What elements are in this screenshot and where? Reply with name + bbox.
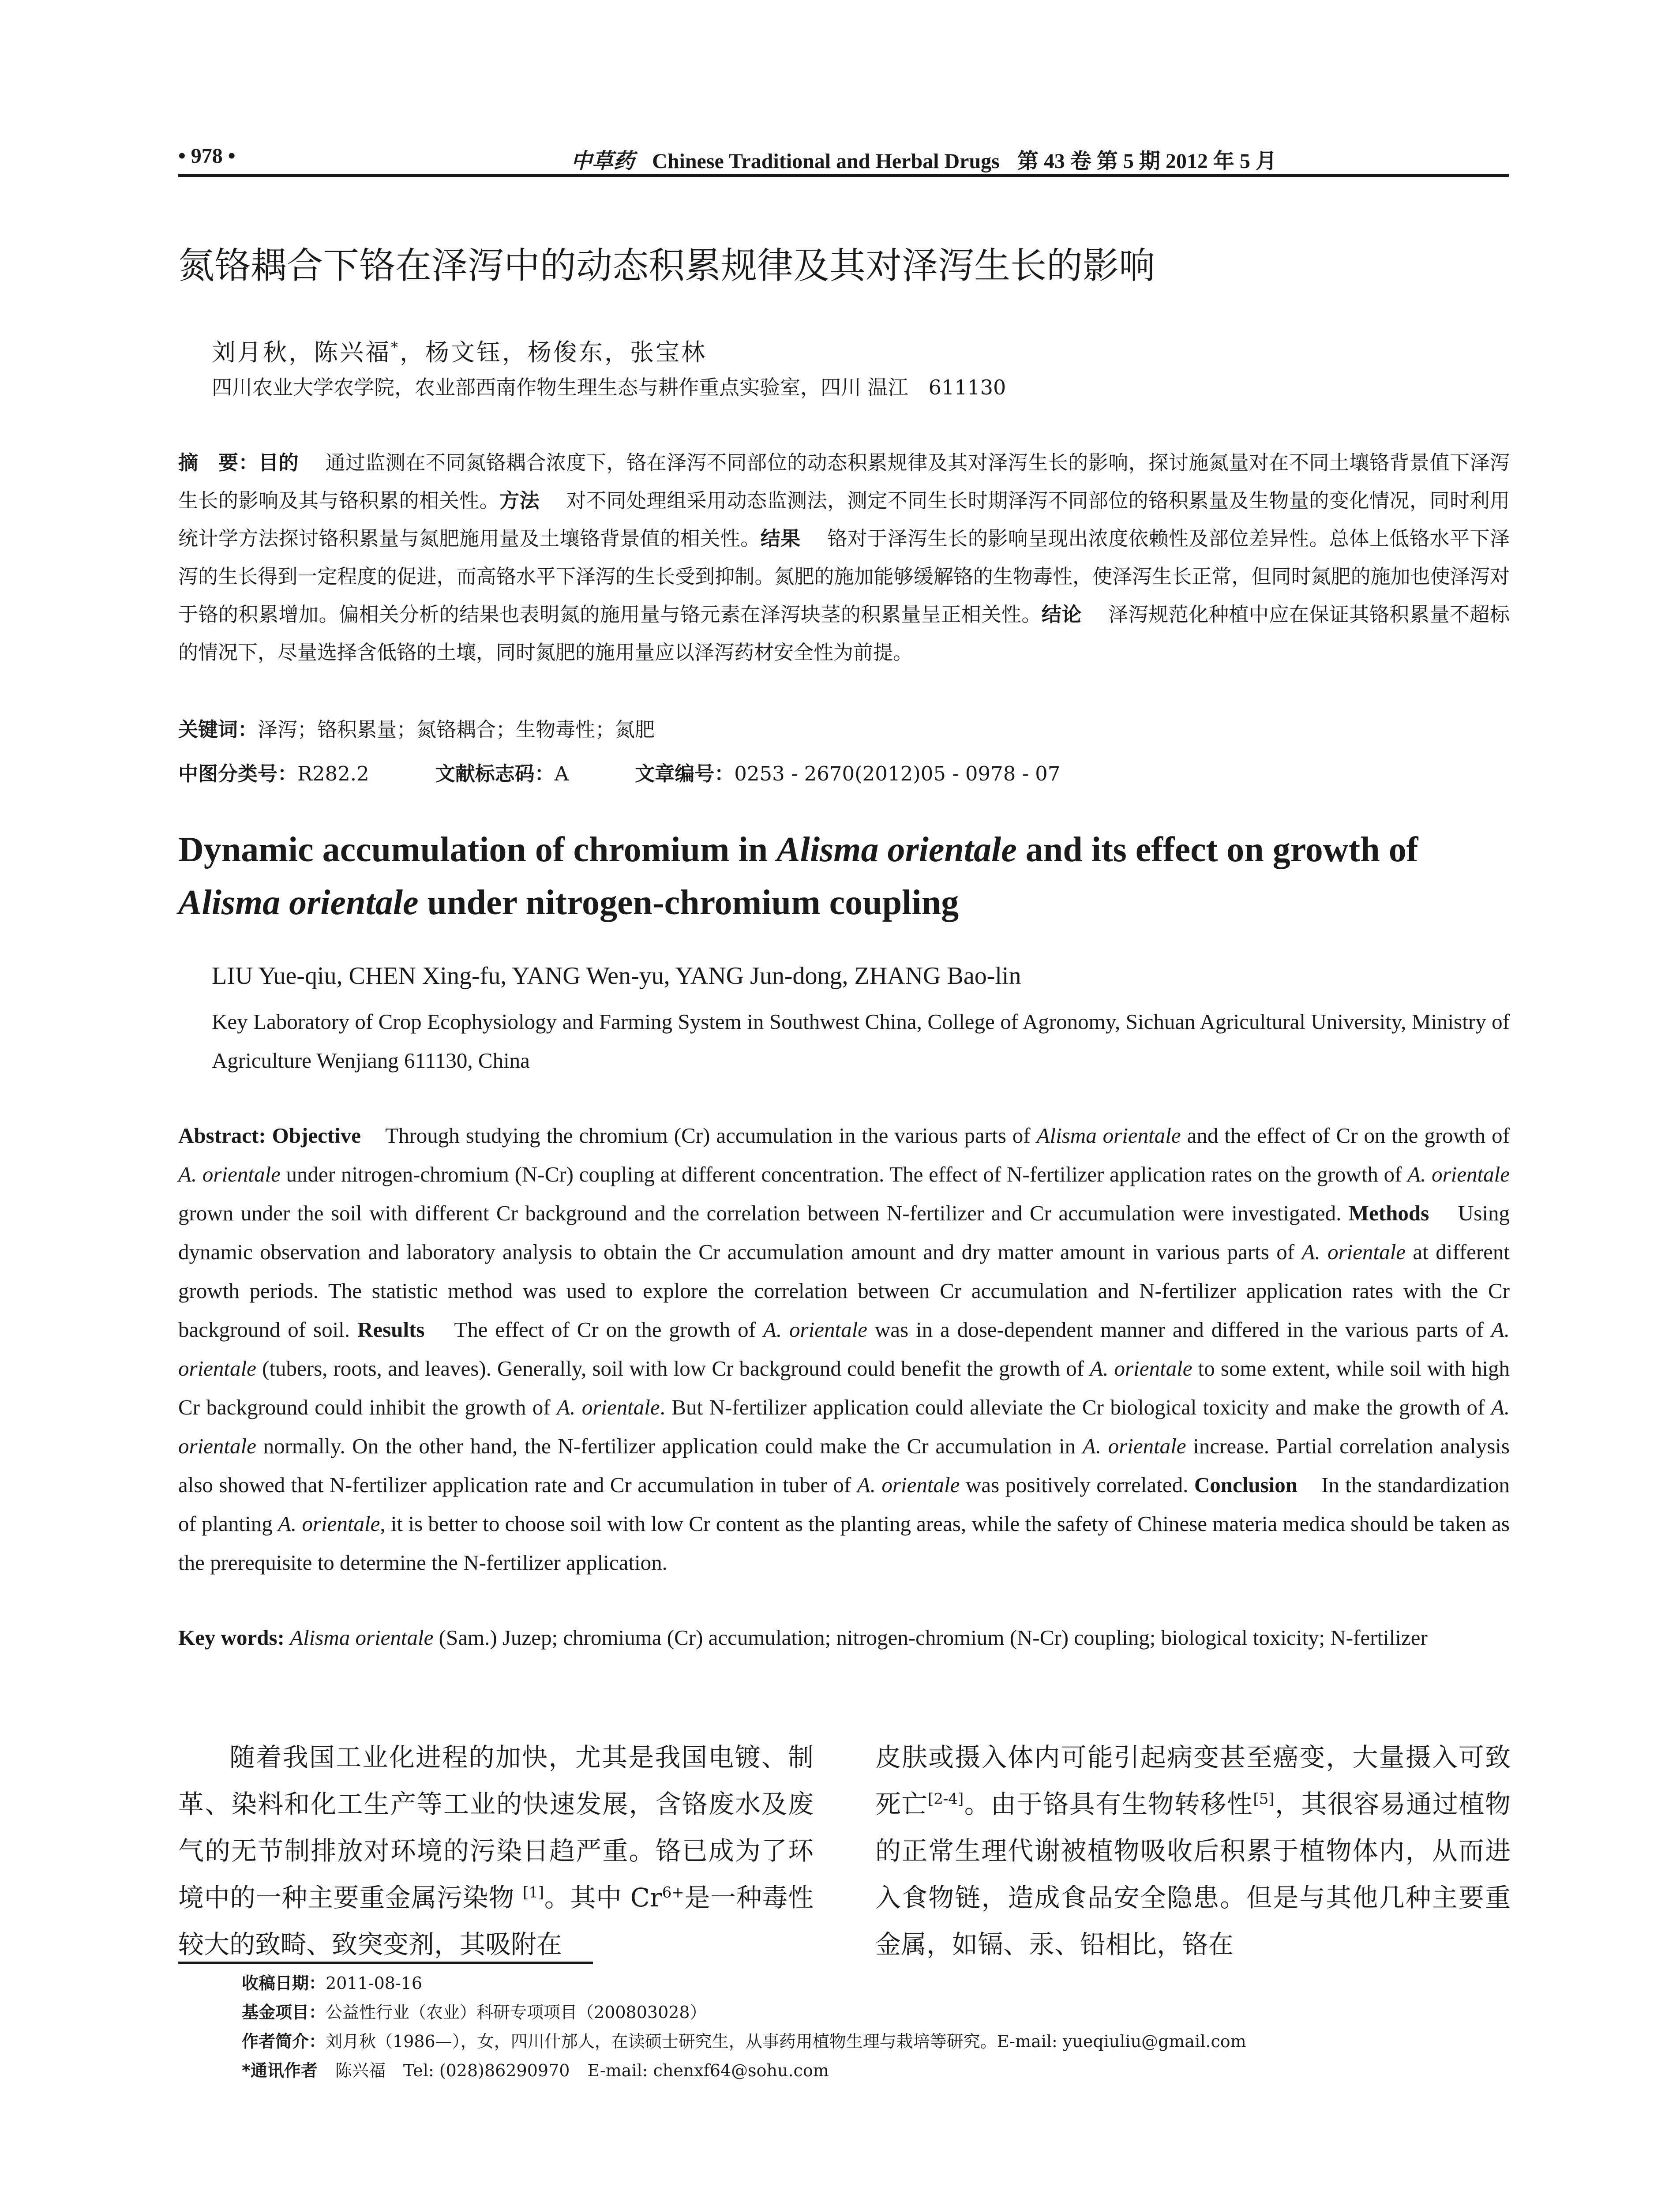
cn-methods-label: 方法 (499, 489, 540, 512)
chinese-keywords (178, 712, 1510, 747)
en-abstract-text: at different growth periods. The statistic method was used to explore the correlation between Cr accumulation and N-fertilizer application rates with the Cr background of soil. (178, 1240, 1510, 1342)
cn-keywords-text: 泽泻；铬积累量；氮铬耦合；生物毒性；氮肥 (258, 718, 655, 741)
body-text: 是一种毒性较大的致畸、致突变剂，其吸附在 (178, 1883, 814, 1959)
journal-name-en: Chinese Traditional and Herbal Drugs (652, 150, 1000, 173)
body-text: 。由于铬具有生物转移性 (964, 1789, 1253, 1819)
classification-line (178, 756, 1060, 792)
en-species: A. orientale (1082, 1434, 1186, 1458)
en-abstract-text: The effect of Cr on the growth of (454, 1317, 763, 1342)
en-abstract-text: and the effect of Cr on the growth of (1181, 1123, 1510, 1148)
en-abstract-text: . But N-fertilizer application could alleviate the Cr biological toxicity and make the growth of (660, 1395, 1491, 1419)
en-keywords-text: (Sam.) Juzep; chromiuma (Cr) accumulation; nitrogen-chromium (N-Cr) coupling; biological toxicity; N-fertilizer (433, 1625, 1428, 1650)
corresponding-mark: * (391, 339, 400, 356)
chinese-abstract (178, 444, 1510, 672)
english-affiliation: Key Laboratory of Crop Ecophysiology and Farming System in Southwest China, College of Agronomy, Sichuan Agricultural University, Ministry of Agriculture Wenjiang 611130, China (212, 1009, 1510, 1073)
article-number-label: 文章编号： (635, 762, 735, 785)
cn-results-text: 铬对于泽泻生长的影响呈现出浓度依赖性及部位差异性。总体上低铬水平下泽泻的生长得到一定程度的促进，而高铬水平下泽泻的生长受到抑制。氮肥的施加能够缓解铬的生物毒性，使泽泻生长正常，但同时氮肥的施加也使泽泻对于铬的积累增加。偏相关分析的结果也表明氮的施用量与铬元素在泽泻块茎的积累量呈正相关性。 (178, 527, 1510, 626)
cn-results-label: 结果 (760, 527, 801, 550)
en-methods-label: Methods (1348, 1201, 1429, 1225)
cn-methods-text: 对不同处理组采用动态监测法，测定不同生长时期泽泻不同部位的铬积累量及生物量的变化情况，同时利用统计学方法探讨铬积累量与氮肥施用量及土壤铬背景值的相关性。 (178, 489, 1510, 550)
body-text: ，其很容易通过植物的正常生理代谢被植物吸收后积累于植物体内，从而进入食物链，造成食品安全隐患。但是与其他几种主要重金属，如镉、汞、铅相比，铬在 (875, 1789, 1511, 1959)
en-title-part: and its effect on growth of (1016, 830, 1418, 869)
en-conclusion-label: Conclusion (1194, 1473, 1298, 1497)
body-text: 皮肤或摄入体内可能引起病变甚至癌变，大量摄入可致死亡 (875, 1742, 1511, 1819)
page-number: • 978 • (178, 144, 236, 168)
fn-label: 作者简介： (242, 2032, 326, 2051)
chinese-authors-rest: ，杨文钰，杨俊东，张宝林 (400, 338, 707, 366)
en-abstract-text: increase. Partial correlation analysis also showed that N-fertilizer application rate and Cr accumulation in tuber of (178, 1434, 1510, 1497)
en-abstract-text: was in a dose-dependent manner and differed in the various parts of (867, 1317, 1491, 1342)
english-abstract (178, 1116, 1510, 1582)
superscript-charge: 6+ (662, 1883, 684, 1902)
en-abstract-text: grown under the soil with different Cr background and the correlation between N-fertilizer and Cr accumulation were investigated. (178, 1201, 1349, 1225)
en-title-species: Alisma orientale (178, 883, 419, 922)
fn-text: 刘月秋（1986—），女，四川什邡人，在读硕士研究生，从事药用植物生理与栽培等研究。E-mail: yueqiuliu@gmail.com (326, 2032, 1246, 2051)
en-abstract-text: normally. On the other hand, the N-fertilizer application could make the Cr accumulation in (256, 1434, 1083, 1458)
citation-ref: [1] (523, 1883, 544, 1902)
doc-code-value: A (554, 762, 569, 785)
fn-email: E-mail: chenxf64@sohu.com (587, 2061, 829, 2080)
en-species: A. orientale (178, 1162, 281, 1186)
en-species: A. orientale (278, 1512, 380, 1536)
en-species: A. orientale (763, 1317, 867, 1342)
body-text: 随着我国工业化进程的加快，尤其是我国电镀、制革、染料和化工生产等工业的快速发展，含铬废水及废气的无节制排放对环境的污染日趋严重。铬已成为了环境中的一种主要重金属污染物 (178, 1742, 814, 1913)
en-abstract-text: In the standardization of planting (178, 1473, 1510, 1536)
en-keywords-species: Alisma orientale (290, 1625, 434, 1650)
cn-conclusion-label: 结论 (1041, 603, 1082, 626)
en-keywords-label: Key words: (178, 1625, 285, 1650)
fn-text: 2011-08-16 (326, 1973, 423, 1993)
journal-issue: 第 43 卷 第 5 期 2012 年 5 月 (1017, 150, 1277, 173)
en-abstract-text: to some extent, while soil with high Cr background could inhibit the growth of (178, 1356, 1510, 1419)
en-abstract-text: was positively correlated. (960, 1473, 1194, 1497)
en-species: A. orientale (178, 1395, 1510, 1458)
chinese-authors (212, 332, 707, 368)
chinese-title: 氮铬耦合下铬在泽泻中的动态积累规律及其对泽泻生长的影响 (178, 245, 1155, 287)
article-number-value: 0253 - 2670(2012)05 - 0978 - 07 (734, 762, 1061, 785)
fn-text: 公益性行业（农业）科研专项项目（200803028） (326, 2003, 707, 2022)
cn-objective-label: 目的 (259, 451, 299, 474)
fn-label: 基金项目： (242, 2003, 326, 2022)
fn-text: 陈兴福 (335, 2061, 386, 2080)
cn-abstract-label: 摘 要： (178, 451, 259, 474)
cn-conclusion-text: 泽泻规范化种植中应在保证其铬积累量不超标的情况下，尽量选择含低铬的土壤，同时氮肥的施用量应以泽泻药材安全性为前提。 (178, 603, 1510, 664)
running-header (178, 140, 1509, 177)
en-species: A. orientale (1090, 1356, 1192, 1381)
class-label: 中图分类号： (178, 762, 298, 785)
en-title-part: Dynamic accumulation of chromium in (178, 830, 777, 869)
footnote-bio (242, 2027, 1521, 2056)
en-title-species: Alisma orientale (776, 830, 1017, 869)
en-species: A. orientale (1407, 1162, 1510, 1186)
doc-code-label: 文献标志码： (435, 762, 555, 785)
fn-label: 收稿日期： (242, 1973, 326, 1993)
cn-keywords-label: 关键词： (178, 718, 258, 741)
en-species: Alisma orientale (1036, 1123, 1181, 1148)
en-results-label: Results (357, 1317, 425, 1342)
footnote-corresponding (242, 2056, 1521, 2085)
citation-ref: [5] (1253, 1790, 1275, 1808)
footnote-received (242, 1969, 1521, 1998)
en-abstract-text: (tubers, roots, and leaves). Generally, soil with low Cr background could benefit the growth of (256, 1356, 1090, 1381)
fn-label: *通讯作者 (242, 2061, 318, 2080)
en-species: A. orientale (178, 1317, 1510, 1381)
citation-ref: [2-4] (928, 1790, 964, 1808)
en-species: A. orientale (557, 1395, 660, 1419)
journal-banner (416, 144, 1431, 174)
en-title-part: under nitrogen-chromium coupling (418, 883, 959, 922)
class-value: R282.2 (297, 762, 369, 785)
en-abstract-text: under nitrogen-chromium (N-Cr) coupling at different concentration. The effect of N-fertilizer application rates on the growth of (280, 1162, 1408, 1186)
chinese-authors-first: 刘月秋，陈兴福 (212, 338, 391, 366)
en-species: A. orientale (1301, 1240, 1406, 1264)
body-column-right (875, 1734, 1511, 1968)
footnote-divider (178, 1962, 593, 1964)
english-title (178, 823, 1515, 929)
body-column-left (178, 1734, 814, 1968)
body-text: 。其中 Cr (544, 1883, 662, 1913)
en-abstract-label: Abstract: Objective (178, 1123, 361, 1148)
chinese-affiliation: 四川农业大学农学院，农业部西南作物生理生态与耕作重点实验室，四川 温江 611130 (212, 375, 1006, 399)
footnote-fund (242, 1998, 1521, 2027)
fn-text: Tel: (028)86290970 (403, 2061, 570, 2080)
english-keywords (178, 1618, 1510, 1657)
en-abstract-text: Through studying the chromium (Cr) accumulation in the various parts of (385, 1123, 1037, 1148)
en-abstract-text: , it is better to choose soil with low Cr content as the planting areas, while the safety of Chinese materia medica should be taken as the prerequisite to determine the N-fertilizer application. (178, 1512, 1510, 1575)
english-authors: LIU Yue-qiu, CHEN Xing-fu, YANG Wen-yu, YANG Jun-dong, ZHANG Bao-lin (212, 962, 1021, 990)
footnotes (242, 1969, 1521, 2085)
cn-objective-text: 通过监测在不同氮铬耦合浓度下，铬在泽泻不同部位的动态积累规律及其对泽泻生长的影响，探讨施氮量对在不同土壤铬背景值下泽泻生长的影响及其与铬积累的相关性。 (178, 451, 1510, 512)
en-species: A. orientale (857, 1473, 960, 1497)
journal-logo-cn: 中草药 (571, 150, 635, 173)
en-abstract-text: Using dynamic observation and laboratory analysis to obtain the Cr accumulation amount and dry matter amount in various parts of (178, 1201, 1510, 1264)
